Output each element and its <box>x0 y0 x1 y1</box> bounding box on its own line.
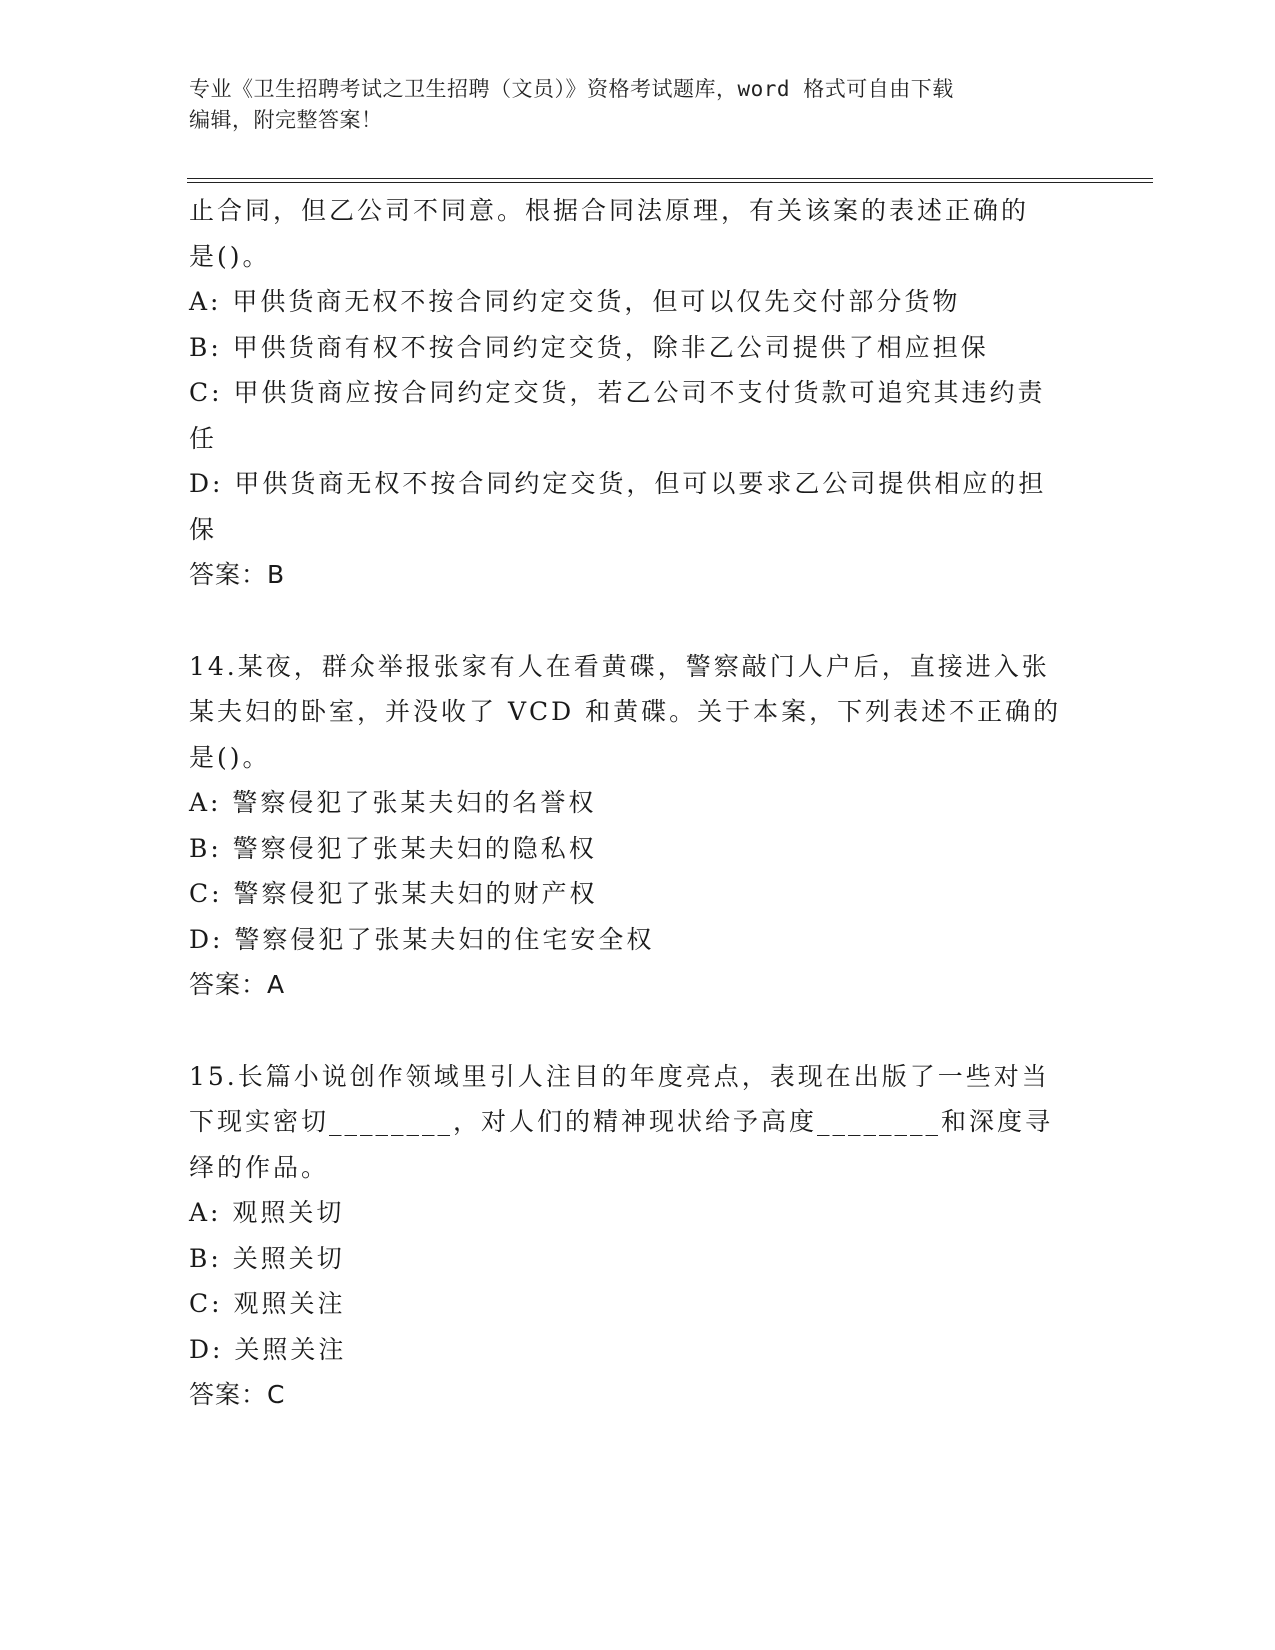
question-stem-line: 15.长篇小说创作领域里引人注目的年度亮点，表现在出版了一些对当 <box>189 1061 1050 1091</box>
option-a: A: 警察侵犯了张某夫妇的名誉权 <box>189 788 597 817</box>
question-stem-line: 某夫妇的卧室，并没收了 VCD 和黄碟。关于本案，下列表述不正确的 <box>189 697 1062 726</box>
answer-line <box>189 962 1089 1008</box>
question-spacer <box>189 1008 1089 1054</box>
answer-value: C <box>267 1380 286 1409</box>
option-b: B: 关照关切 <box>189 1243 345 1273</box>
answer-value: B <box>267 560 286 589</box>
question-stem-line: 绎的作品。 <box>189 1152 330 1182</box>
option-c-continued: 任 <box>189 423 218 453</box>
option-a: A: 观照关切 <box>189 1198 345 1227</box>
question-stem-line: 下现实密切________，对人们的精神现状给予高度________和深度寻 <box>189 1107 1054 1136</box>
answer-line <box>189 552 1089 598</box>
option-a: A: 甲供货商无权不按合同约定交货，但可以仅先交付部分货物 <box>189 287 961 316</box>
header-divider <box>187 178 1153 183</box>
answer-label: 答案： <box>189 1380 268 1409</box>
answer-line <box>189 1372 1089 1418</box>
option-d-continued: 保 <box>189 514 218 544</box>
option-b: B: 警察侵犯了张某夫妇的隐私权 <box>189 833 597 863</box>
answer-label: 答案： <box>189 560 268 589</box>
answer-label: 答案： <box>189 970 268 999</box>
option-d: D: 甲供货商无权不按合同约定交货，但可以要求乙公司提供相应的担 <box>189 469 1047 498</box>
question-item <box>189 1054 1089 1418</box>
answer-value: A <box>267 970 286 999</box>
question-list <box>189 188 1089 1418</box>
question-stem-line: 止合同，但乙公司不同意。根据合同法原理，有关该案的表述正确的 <box>189 196 1030 225</box>
option-d: D: 警察侵犯了张某夫妇的住宅安全权 <box>189 924 655 954</box>
question-spacer <box>189 598 1089 644</box>
question-item <box>189 188 1089 598</box>
header-title-line2: 编辑，附完整答案！ <box>189 108 383 132</box>
option-c: C: 甲供货商应按合同约定交货，若乙公司不支付货款可追究其违约责 <box>189 378 1046 407</box>
question-item <box>189 644 1089 1008</box>
question-stem-line: 是()。 <box>189 241 271 271</box>
header-title-line1: 专业《卫生招聘考试之卫生招聘（文员）》资格考试题库，word 格式可自由下载 <box>189 77 954 101</box>
option-c: C: 警察侵犯了张某夫妇的财产权 <box>189 879 598 908</box>
question-stem-line: 是()。 <box>189 742 271 772</box>
page-header <box>189 74 1089 136</box>
question-stem-line: 14.某夜，群众举报张家有人在看黄碟，警察敲门人户后，直接进入张 <box>189 651 1050 681</box>
option-b: B: 甲供货商有权不按合同约定交货，除非乙公司提供了相应担保 <box>189 332 989 362</box>
option-c: C: 观照关注 <box>189 1289 346 1318</box>
option-d: D: 关照关注 <box>189 1334 347 1364</box>
